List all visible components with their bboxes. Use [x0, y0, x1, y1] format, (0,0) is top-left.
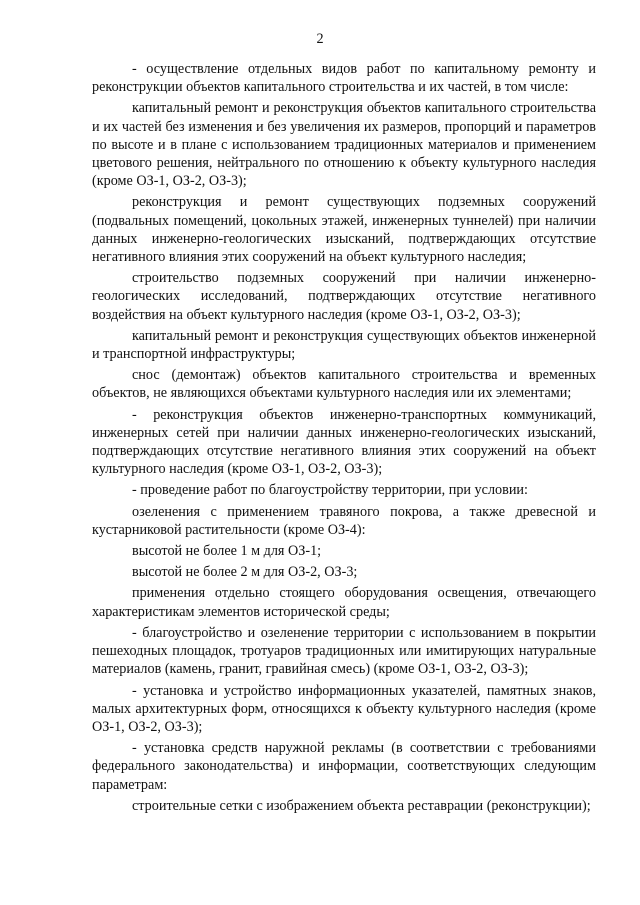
paragraph: капитальный ремонт и реконструкция существующих объектов инженерной и транспортной инфраструктуры;	[92, 327, 596, 363]
document-body	[92, 60, 596, 818]
paragraph: высотой не более 1 м для ОЗ-1;	[132, 543, 322, 560]
paragraph: - благоустройство и озеленение территории с использованием в покрытии пешеходных площадок, тротуаров традиционных или имитирующих натуральные материалов (камень, гранит, гравийная смесь) (кроме ОЗ-1, ОЗ-2, ОЗ-3);	[92, 624, 596, 678]
paragraph: строительные сетки с изображением объекта реставрации (реконструкции);	[132, 797, 591, 814]
paragraph: высотой не более 2 м для ОЗ-2, ОЗ-3;	[132, 564, 358, 581]
paragraph: - установка и устройство информационных указателей, памятных знаков, малых архитектурных форм, относящихся к объекту культурного наследия (кроме ОЗ-1, ОЗ-2, ОЗ-3);	[92, 682, 596, 735]
paragraph: - установка средств наружной рекламы (в соответствии с требованиями федерального законодательства) и информации, соответствующих следующим параметрам:	[92, 740, 596, 793]
paragraph: применения отдельно стоящего оборудования освещения, отвечающего характеристикам элементов исторической среды;	[92, 585, 596, 620]
paragraph: - осуществление отдельных видов работ по капитальному ремонту и реконструкции объектов капитального строительства и их частей, в том числе:	[92, 61, 596, 96]
paragraph: реконструкция и ремонт существующих подземных сооружений (подвальных помещений, цокольных этажей, инженерных туннелей) при наличии данных инженерно-геологических изысканий, подтверждающих отсутствие негативного влияния этих сооружений на объект культурного наследия;	[92, 194, 596, 266]
paragraph: снос (демонтаж) объектов капитального строительства и временных объектов, не являющихся объектами культурного наследия или их элементами;	[92, 367, 596, 402]
paragraph: озеленения с применением травяного покрова, а также древесной и кустарниковой растительности (кроме ОЗ-4):	[92, 503, 596, 538]
paragraph: строительство подземных сооружений при наличии инженерно-геологических исследований, подтверждающих отсутствие негативного воздействия на объект культурного наследия (кроме ОЗ-1, ОЗ-2, ОЗ-3);	[92, 270, 596, 323]
page-number: 2	[316, 31, 324, 47]
paragraph: - проведение работ по благоустройству территории, при условии:	[132, 482, 528, 499]
paragraph: - реконструкция объектов инженерно-транспортных коммуникаций, инженерных сетей при наличии данных инженерно-геологических изысканий, подтверждающих отсутствие негативного влияния этих сооружений на объект культурного наследия (кроме ОЗ-1, ОЗ-2, ОЗ-3);	[92, 406, 596, 478]
paragraph: капитальный ремонт и реконструкция объектов капитального строительства и их частей без изменения и без увеличения их размеров, пропорций и параметров по высоте и в плане с использованием традиционных материалов и применением цветового решения, нейтрального по отношению к объекту культурного наследия (кроме ОЗ-1, ОЗ-2, ОЗ-3);	[92, 100, 596, 190]
